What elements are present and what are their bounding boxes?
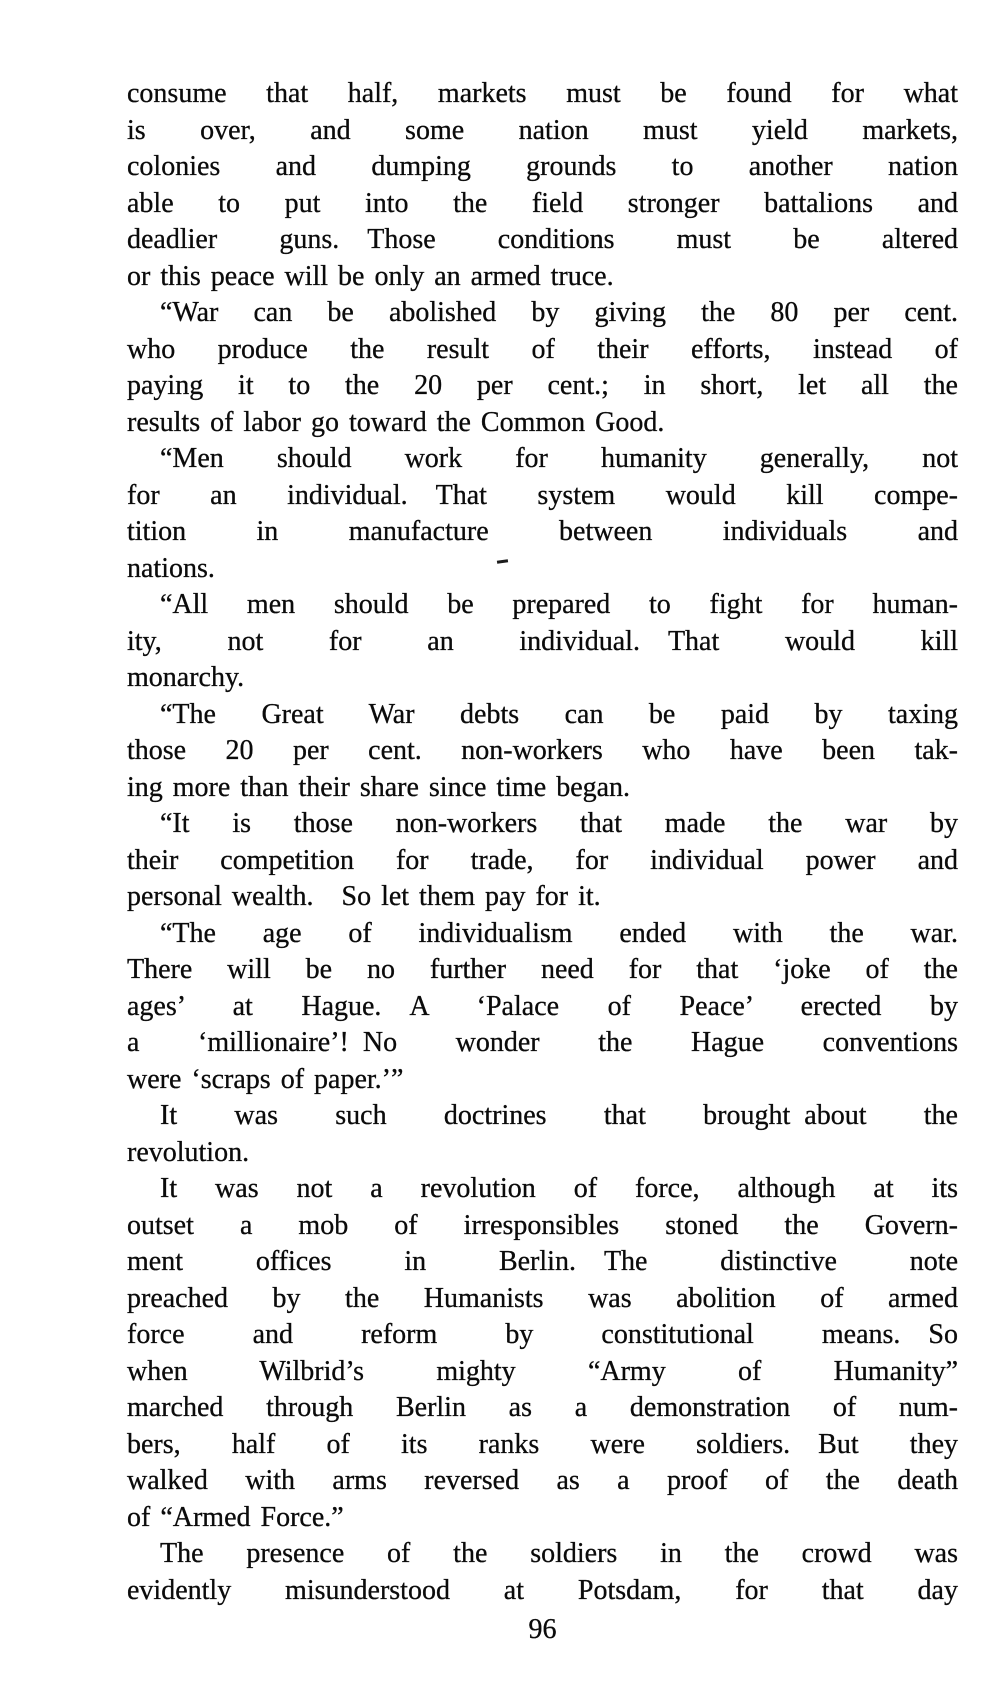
text-line: marched through Berlin as a demonstration of num- (127, 1392, 958, 1423)
text-line: who produce the result of their efforts, instead of (127, 333, 958, 365)
text-line: able to put into the field stronger battalions and (127, 187, 958, 219)
text-line: bers, half of its ranks were soldiers. But they (127, 1428, 958, 1460)
text-line: walked with arms reversed as a proof of the death (127, 1465, 958, 1496)
text-line: deadlier guns. Those conditions must be altered (127, 224, 958, 255)
text-line: a ‘millionaire’! No wonder the Hague conventions (127, 1027, 958, 1058)
text-line: evidently misunderstood at Potsdam, for that day (127, 1574, 958, 1606)
text-line: revolution. (127, 1136, 250, 1168)
text-line: their competition for trade, for individual power and (127, 844, 958, 876)
text-line: monarchy. (127, 662, 245, 693)
text-line: or this peace will be only an armed truce. (127, 260, 614, 292)
text-line: “Men should work for humanity generally, not (160, 443, 958, 474)
text-line: outset a mob of irresponsibles stoned the Govern- (127, 1209, 958, 1241)
text-line: force and reform by constitutional means. So (127, 1319, 958, 1350)
text-line: ing more than their share since time began. (127, 771, 631, 803)
text-line: ity, not for an individual. That would kill (127, 625, 958, 657)
text-line: tition in manufacture between individuals and (127, 516, 958, 547)
text-line: “It is those non-workers that made the war by (160, 808, 958, 839)
page-text-block (127, 76, 958, 1609)
text-line: results of labor go toward the Common Good. (127, 406, 665, 438)
text-line: “War can be abolished by giving the 80 per cent. (160, 297, 958, 328)
text-line: for an individual. That system would kill compe- (127, 479, 958, 511)
text-line: “The Great War debts can be paid by taxing (160, 698, 958, 730)
text-line: paying it to the 20 per cent.; in short, let all the (127, 370, 958, 401)
text-line: were ‘scraps of paper.’” (127, 1063, 404, 1095)
text-line: consume that half, markets must be found for what (127, 78, 958, 109)
text-line: preached by the Humanists was abolition of armed (127, 1282, 958, 1314)
text-line: when Wilbrid’s mighty “Army of Humanity” (127, 1355, 958, 1387)
text-line: ages’ at Hague. A ‘Palace of Peace’ erected by (127, 990, 958, 1022)
text-line: “All men should be prepared to fight for human- (160, 589, 958, 620)
text-line: nations. (127, 552, 215, 584)
text-line: personal wealth. So let them pay for it. (127, 881, 601, 912)
text-line: There will be no further need for that ‘joke of the (127, 954, 958, 985)
text-line: It was such doctrines that brought about the (160, 1100, 958, 1131)
text-line: It was not a revolution of force, although at its (160, 1173, 958, 1204)
text-line: “The age of individualism ended with the war. (160, 917, 958, 949)
text-line: of “Armed Force.” (127, 1501, 344, 1533)
text-line: ment offices in Berlin. The distinctive note (127, 1246, 958, 1277)
page-number: 96 (528, 1614, 557, 1645)
text-line: colonies and dumping grounds to another nation (127, 151, 958, 182)
text-line: The presence of the soldiers in the crowd was (160, 1538, 958, 1569)
text-line: is over, and some nation must yield markets, (127, 114, 958, 146)
text-line: those 20 per cent. non-workers who have been tak- (127, 735, 958, 766)
